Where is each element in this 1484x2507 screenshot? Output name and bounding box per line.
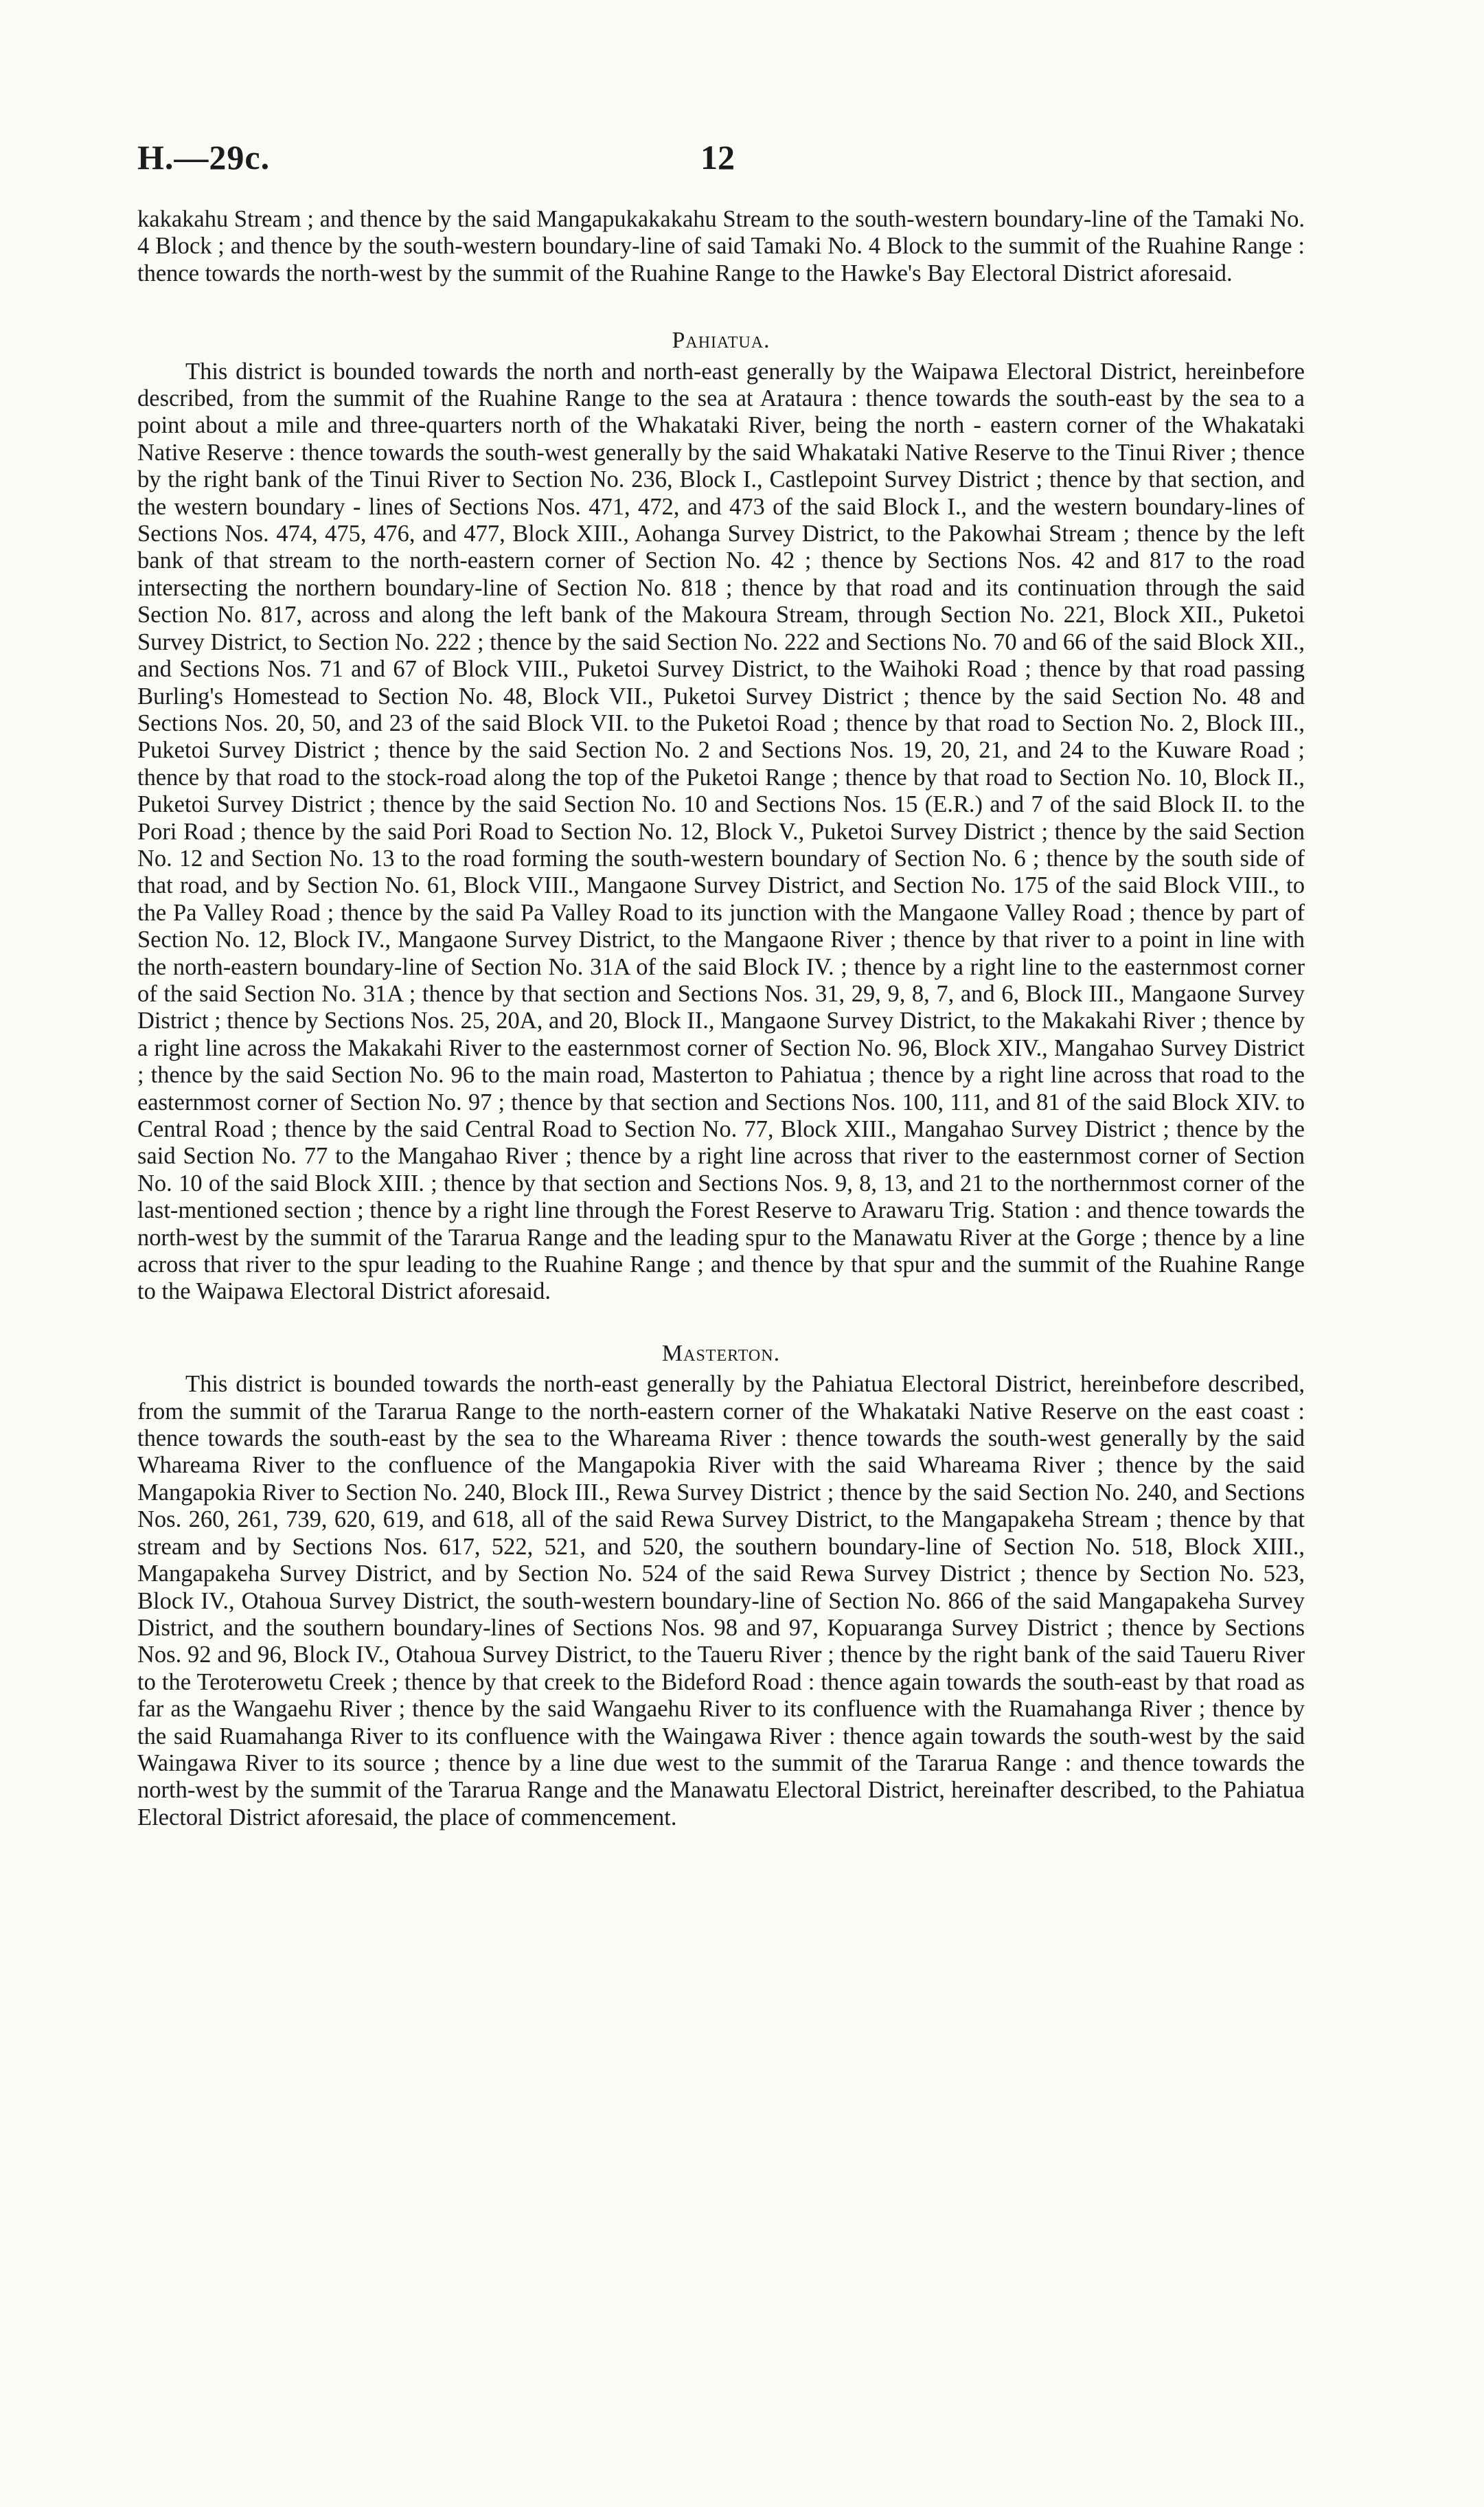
page-header bbox=[137, 137, 1305, 192]
section-paragraph-masterton: This district is bounded towards the north-east generally by the Pahiatua Electoral District, hereinbefore described, from the summit of the Tararua Range to the north-eastern corner of the Whakataki Native Reserve on the east coast : thence towards the south-east by the sea to the Whareama River : thence towards the south-west generally by the said Whareama River to the confluence of the Mangapokia River with the said Whareama River ; thence by the said Mangapokia River to Section No. 240, Block III., Rewa Survey District ; thence by the said Section No. 240, and Sections Nos. 260, 261, 739, 620, 619, and 618, all of the said Rewa Survey District, to the Mangapakeha Stream ; thence by that stream and by Sections Nos. 617, 522, 521, and 520, the southern boundary-line of Section No. 518, Block XIII., Mangapakeha Survey District, and by Section No. 524 of the said Rewa Survey District ; thence by Section No. 523, Block IV., Otahoua Survey District, the south-western boundary-line of Section No. 866 of the said Mangapakeha Survey District, and the southern boundary-lines of Sections Nos. 98 and 97, Kopuaranga Survey District ; thence by Sections Nos. 92 and 96, Block IV., Otahoua Survey District, to the Taueru River ; thence by the right bank of the said Taueru River to the Teroterowetu Creek ; thence by that creek to the Bideford Road : thence again towards the south-east by that road as far as the Wangaehu River ; thence by the said Wangaehu River to its confluence with the Ruamahanga River ; thence by the said Ruamahanga River to its confluence with the Waingawa River : thence again towards the south-west by the said Waingawa River to its source ; thence by a line due west to the summit of the Tararua Range : and thence towards the north-west by the summit of the Tararua Range and the Manawatu Electoral District, hereinafter described, to the Pahiatua Electoral District aforesaid, the place of commencement. bbox=[137, 1371, 1305, 1830]
section-heading-masterton: Masterton. bbox=[661, 1340, 781, 1366]
section-heading-pahiatua: Pahiatua. bbox=[672, 328, 770, 354]
continuation-paragraph: kakakahu Stream ; and thence by the said Mangapukakakahu Stream to the south-western boundary-line of the Tamaki No. 4 Block ; and thence by the south-western boundary-line of said Tamaki No. 4 Block to the summit of the Ruahine Range : thence towards the north-west by the summit of the Ruahine Range to the Hawke's Bay Electoral District aforesaid. bbox=[137, 206, 1305, 286]
section-paragraph-pahiatua: This district is bounded towards the north and north-east generally by the Waipawa Electoral District, hereinbefore described, from the summit of the Ruahine Range to the sea at Arataura : thence towards the south-east by the sea to a point about a mile and three-quarters north of the Whakataki River, being the north - eastern corner of the Whakataki Native Reserve : thence towards the south-west generally by the said Whakataki Native Reserve to the Tinui River ; thence by the right bank of the Tinui River to Section No. 236, Block I., Castlepoint Survey District ; thence by that section, and the western boundary - lines of Sections Nos. 471, 472, and 473 of the said Block I., and the western boundary-lines of Sections Nos. 474, 475, 476, and 477, Block XIII., Aohanga Survey District, to the Pakowhai Stream ; thence by the left bank of that stream to the north-eastern corner of Section No. 42 ; thence by Sections Nos. 42 and 817 to the road intersecting the northern boundary-line of Section No. 818 ; thence by that road and its continuation through the said Section No. 817, across and along the left bank of the Makoura Stream, through Section No. 221, Block XII., Puketoi Survey District, to Section No. 222 ; thence by the said Section No. 222 and Sections No. 70 and 66 of the said Block XII., and Sections Nos. 71 and 67 of Block VIII., Puketoi Survey District, to the Waihoki Road ; thence by that road passing Burling's Homestead to Section No. 48, Block VII., Puketoi Survey District ; thence by the said Section No. 48 and Sections Nos. 20, 50, and 23 of the said Block VII. to the Puketoi Road ; thence by that road to Section No. 2, Block III., Puketoi Survey District ; thence by the said Section No. 2 and Sections Nos. 19, 20, 21, and 24 to the Kuware Road ; thence by that road to the stock-road along the top of the Puketoi Range ; thence by that road to Section No. 10, Block II., Puketoi Survey District ; thence by the said Section No. 10 and Sections Nos. 15 (E.R.) and 7 of the said Block II. to the Pori Road ; thence by the said Pori Road to Section No. 12, Block V., Puketoi Survey District ; thence by the said Section No. 12 and Section No. 13 to the road forming the south-western boundary of Section No. 6 ; thence by the south side of that road, and by Section No. 61, Block VIII., Mangaone Survey District, and Section No. 175 of the said Block VIII., to the Pa Valley Road ; thence by the said Pa Valley Road to its junction with the Mangaone Valley Road ; thence by part of Section No. 12, Block IV., Mangaone Survey District, to the Mangaone River ; thence by that river to a point in line with the north-eastern boundary-line of Section No. 31A of the said Block IV. ; thence by a right line to the easternmost corner of the said Section No. 31A ; thence by that section and Sections Nos. 31, 29, 9, 8, 7, and 6, Block III., Mangaone Survey District ; thence by Sections Nos. 25, 20A, and 20, Block II., Mangaone Survey District, to the Makakahi River ; thence by a right line across the Makakahi River to the easternmost corner of Section No. 96, Block XIV., Mangahao Survey District ; thence by the said Section No. 96 to the main road, Masterton to Pahiatua ; thence by a right line across that road to the easternmost corner of Section No. 97 ; thence by that section and Sections Nos. 100, 111, and 81 of the said Block XIV. to Central Road ; thence by the said Central Road to Section No. 77, Block XIII., Mangahao Survey District ; thence by the said Section No. 77 to the Mangahao River ; thence by a right line across that river to the easternmost corner of Section No. 10 of the said Block XIII. ; thence by that section and Sections Nos. 9, 8, 13, and 21 to the northernmost corner of the last-mentioned section ; thence by a right line through the Forest Reserve to Arawaru Trig. Station : and thence towards the north-west by the summit of the Tararua Range and the leading spur to the Manawatu River at the Gorge ; thence by a line across that river to the spur leading to the Ruahine Range ; and thence by that spur and the summit of the Ruahine Range to the Waipawa Electoral District aforesaid. bbox=[137, 358, 1305, 1305]
page-number: 12 bbox=[700, 138, 735, 177]
document-body bbox=[137, 206, 1305, 1831]
document-code: H.—29c. bbox=[137, 138, 271, 177]
